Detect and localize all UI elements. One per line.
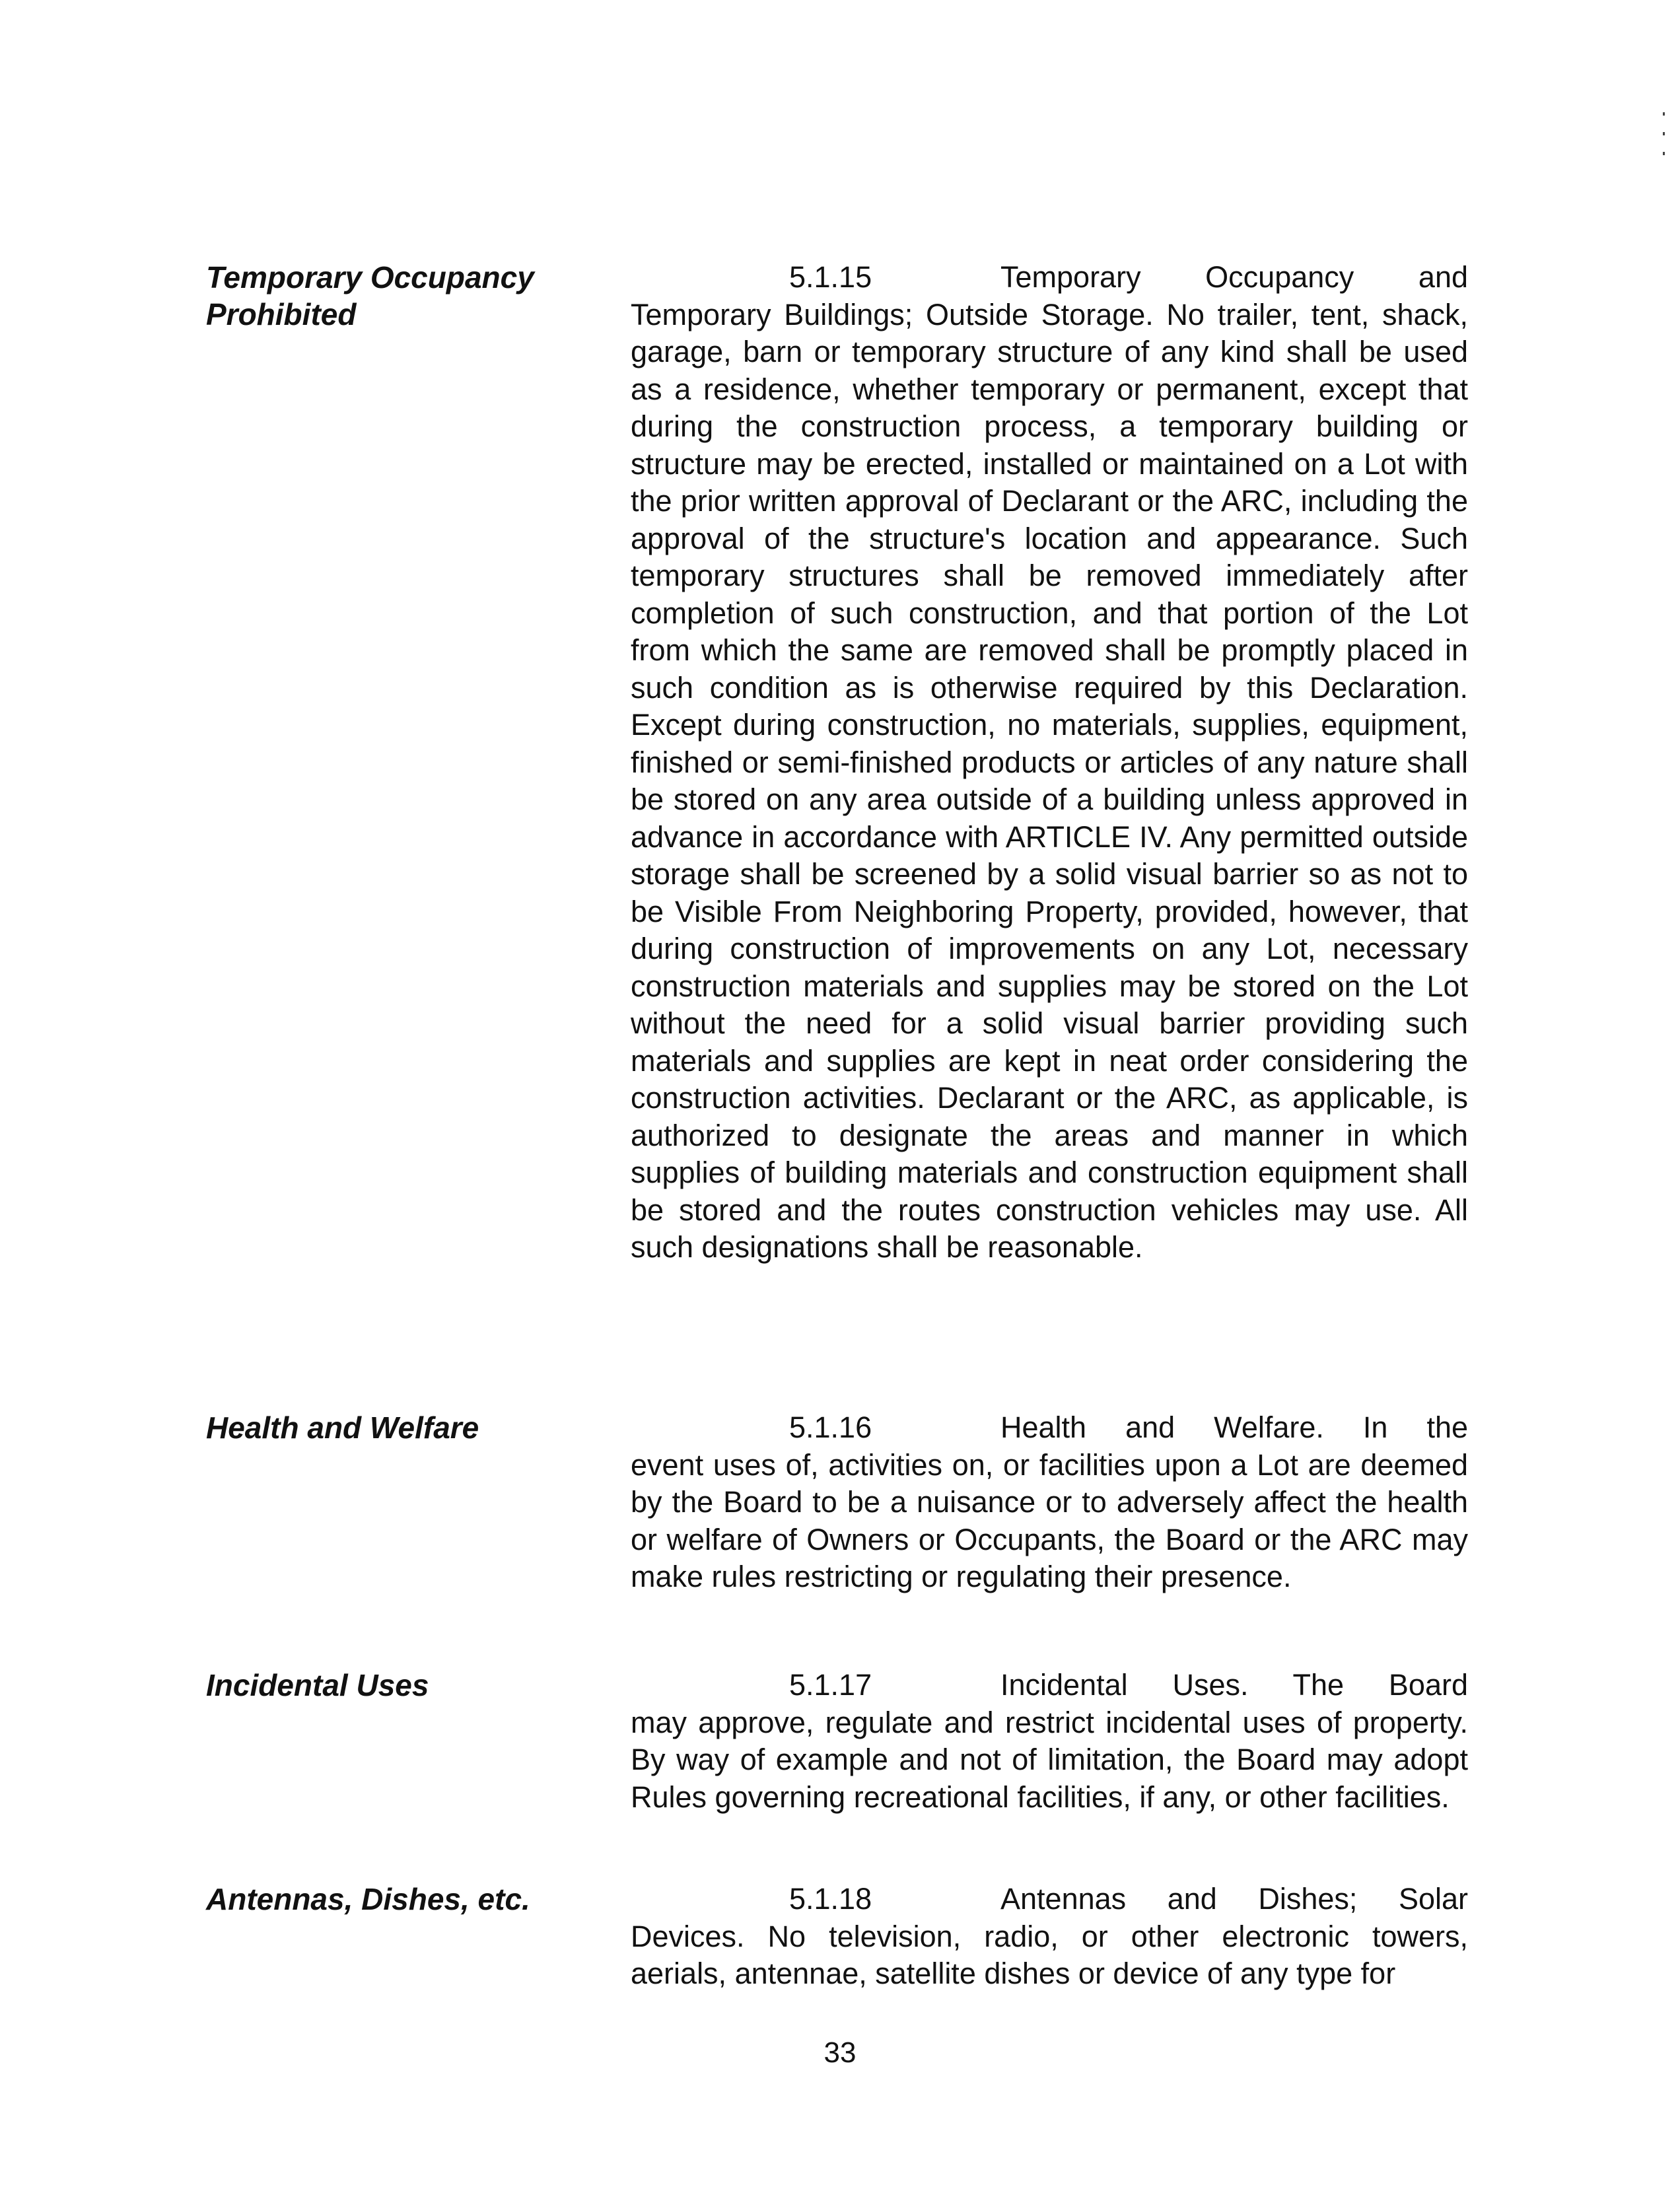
- section-paragraph: Devices. No television, radio, or other electronic towers, aerials, antennae, satellite dishes or device of any type for: [631, 1919, 1468, 1990]
- scan-mark: [1663, 112, 1665, 116]
- section-paragraph: may approve, regulate and restrict incidental uses of property. By way of example and not of limitation, the Board may adopt Rules governing recreational facilities, if any, or other facilities.: [631, 1705, 1468, 1814]
- section-number: 5.1.15: [789, 260, 872, 294]
- scan-mark: [1663, 132, 1665, 135]
- scan-mark: [1663, 152, 1665, 155]
- margin-heading: [206, 1409, 602, 1446]
- margin-heading-line1: Health and Welfare: [206, 1410, 479, 1445]
- section-number: 5.1.17: [789, 1668, 872, 1702]
- section-body: [631, 1667, 1468, 1816]
- margin-heading: [206, 1881, 602, 1918]
- section-title: Temporary Occupancy and: [1000, 260, 1468, 294]
- section-title-line: [631, 1881, 1468, 1918]
- margin-heading-line1: Antennas, Dishes, etc.: [206, 1882, 530, 1916]
- margin-heading-line1: Incidental Uses: [206, 1668, 429, 1702]
- section-title-line: [631, 1667, 1468, 1704]
- section-number: 5.1.18: [789, 1882, 872, 1916]
- section-paragraph: Temporary Buildings; Outside Storage. No trailer, tent, shack, garage, barn or temporary structure of any kind shall be used as a residence, whether temporary or permanent, except that during the construction process, a temporary building or structure may be erected, installed or maintained on a Lot with the prior written approval of Declarant or the ARC, including the approval of the structure's location and appearance. Such temporary structures shall be removed immediately after completion of such construction, and that portion of the Lot from which the same are removed shall be promptly placed in such condition as is otherwise required by this Declaration. Except during construction, no materials, supplies, equipment, finished or semi-finished products or articles of any nature shall be stored on any area outside of a building unless approved in advance in accordance with ARTICLE IV. Any permitted outside storage shall be screened by a solid visual barrier so as not to be Visible From Neighboring Property, provided, however, that during construction of improvements on any Lot, necessary construction materials and supplies may be stored on the Lot without the need for a solid visual barrier providing such materials and supplies are kept in neat order considering the construction activities. Declarant or the ARC, as applicable, is authorized to designate the areas and manner in which supplies of building materials and construction equipment shall be stored and the routes construction vehicles may use. All such designations shall be reasonable.: [631, 297, 1468, 1264]
- section-title-line: [631, 259, 1468, 296]
- margin-heading: [206, 259, 602, 333]
- section-body: [631, 1881, 1468, 1993]
- margin-heading-line1: Temporary Occupancy: [206, 260, 534, 295]
- section-body: [631, 259, 1468, 1267]
- section-title: Health and Welfare. In the: [1000, 1410, 1468, 1444]
- margin-heading: [206, 1667, 602, 1704]
- page-number: 33: [823, 2036, 857, 2069]
- margin-heading-line2: Prohibited: [206, 297, 357, 331]
- section-title-line: [631, 1409, 1468, 1447]
- section-number: 5.1.16: [789, 1410, 872, 1444]
- section-title: Incidental Uses. The Board: [1000, 1668, 1468, 1702]
- section-paragraph: event uses of, activities on, or facilities upon a Lot are deemed by the Board to be a nuisance or to adversely affect the health or welfare of Owners or Occupants, the Board or the ARC may make rules restricting or regulating their presence.: [631, 1447, 1468, 1593]
- section-body: [631, 1409, 1468, 1596]
- section-title: Antennas and Dishes; Solar: [1000, 1882, 1468, 1916]
